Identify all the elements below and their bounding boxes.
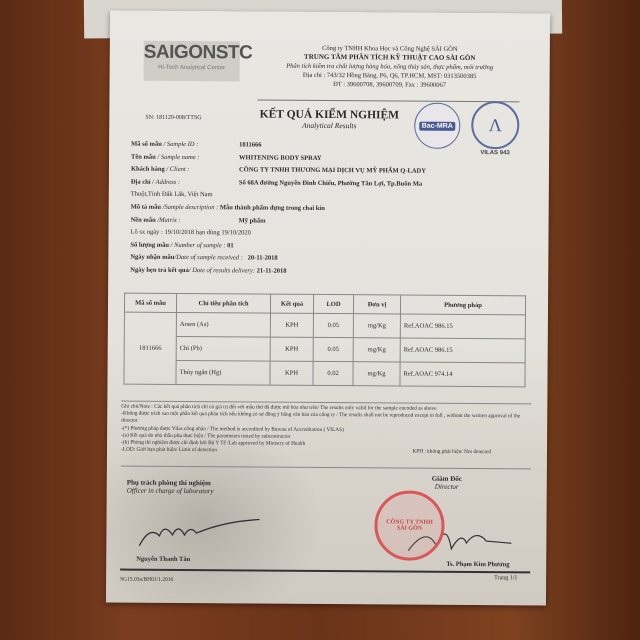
- label-en: /Date of sample received :: [174, 254, 243, 262]
- director-name: Ts. Phạm Kim Phương: [446, 560, 510, 569]
- letterhead: [260, 44, 520, 91]
- cell: 0.05: [313, 313, 353, 337]
- value: WHITENING BODY SPRAY: [239, 153, 322, 162]
- col-sample-id: Mã số mẫu: [124, 293, 176, 312]
- tagline: Phân tích kiểm tra chất lượng hàng hóa, nông thủy sản, thực phẩm, môi trường: [286, 62, 494, 72]
- lab-title-en: Officer in charge of laboratory: [126, 486, 214, 496]
- company-name: Công ty TNHH Khoa Học và Công Nghệ SÀI GÒN: [322, 44, 458, 53]
- lab-title: Phụ trách phòng thí nghiệm: [126, 478, 211, 488]
- label: Số lượng mẫu: [130, 241, 170, 249]
- label: Mã số mẫu: [131, 140, 162, 148]
- logo-subtitle: Hi-Tech Analytical Center: [158, 64, 226, 72]
- page-number: Trang 1/1: [494, 575, 518, 582]
- label: Khách hàng: [130, 165, 165, 174]
- kph-note: KPH : không phát hiện/ Not detected: [412, 448, 492, 456]
- title: KẾT QUẢ KIỂM NGHIỆM: [259, 108, 400, 122]
- cell: Ref.AOAC 974.14: [400, 362, 525, 387]
- document-page: [106, 10, 550, 605]
- document-title: [249, 108, 409, 130]
- cell: Ref.AOAC 986.15: [400, 314, 525, 339]
- center-name: TRUNG TÂM PHÂN TÍCH KỸ THUẬT CAO SÀI GÒN: [304, 52, 476, 63]
- stamp-text: CÔNG TY TNHH SÀI GÒN: [386, 519, 433, 532]
- field-delivery: [130, 265, 530, 280]
- subtitle: Analytical Results: [302, 120, 357, 131]
- label-en: / Sample ID :: [163, 140, 199, 149]
- phone: ĐT : 39600708, 39600709, Fax : 39600067: [333, 81, 447, 89]
- col-lod: LOD: [313, 294, 353, 313]
- note: -(a) Kết quả do nhà thầu phụ thực hiện / The parameters tested by subcontractor: [121, 432, 291, 440]
- sample-info: [130, 139, 531, 280]
- value: Số 68A đường Nguyễn Đình Chiểu, Phường Tân Lợi, Tp.Buôn Ma: [238, 179, 423, 188]
- note: Ghi chú/Note : Các kết quả phân tích chỉ có giá trị đối với mẫu thử đã được mô hóa như trên/ The results only valid for the sample encoded as above: [121, 403, 437, 412]
- label: Mô tả mẫu: [130, 203, 162, 211]
- lab-officer-name: Nguyễn Thanh Tân: [136, 555, 191, 564]
- note: -(b) Phòng thí nghiệm được chỉ định bởi Bộ Y Tế /Lab approved by Ministry of Health: [121, 439, 306, 447]
- director-block: [407, 475, 487, 492]
- cell: Arsen (As): [176, 312, 270, 337]
- cell: Thủy ngân (Hg): [176, 360, 270, 385]
- lab-signature: [134, 511, 264, 552]
- cell: Chì (Pb): [176, 336, 270, 361]
- note: -(*) Phương pháp được Vilas công nhận / The method is accredited by Bureau of Accreditation ( VILAS): [121, 425, 344, 433]
- value: 20-11-2018: [247, 254, 278, 262]
- cell: KPH: [270, 313, 313, 337]
- cell: KPH: [270, 361, 313, 385]
- label-en: / Number of sample :: [170, 241, 226, 250]
- label: Nền mẫu: [130, 216, 156, 224]
- label: Ngày nhận mẫu: [130, 253, 175, 262]
- label: Địa chỉ: [130, 178, 151, 186]
- notes: [121, 401, 531, 457]
- field-lot: Lô sx ngày : 19/10/2018 hạn dùng 19/10/2020: [130, 228, 251, 237]
- divider: [257, 100, 519, 103]
- divider: [121, 466, 531, 470]
- label: Ngày hẹn trả kết quả: [130, 266, 189, 274]
- label-en: / Client :: [166, 166, 190, 174]
- table-row: [124, 360, 525, 387]
- form-code: SG15.03a/BH01/1.2016: [120, 576, 174, 583]
- value: 21-11-2018: [256, 267, 287, 275]
- label-en: / Address :: [152, 178, 181, 186]
- cell: 0.05: [313, 337, 353, 361]
- col-unit: Đơn vị: [353, 295, 400, 314]
- label-en: / Sample name :: [157, 153, 200, 161]
- lod-note: -LOD: Giới hạn phát hiện/ Limit of detection: [120, 446, 217, 454]
- cell: KPH: [270, 337, 313, 361]
- director-title: Giám Đốc: [431, 474, 462, 483]
- badge-text: Bac-MRA: [420, 121, 455, 130]
- note-lod: [121, 447, 531, 457]
- note: -Không được trích sao một phần kết quả phân tích nếu không có sự đồng ý bằng văn bản của công ty / The results shall not be reproduced except in full , without the written approval of the director: [121, 410, 521, 425]
- results-table: [123, 293, 526, 388]
- value: 1811666: [239, 141, 262, 149]
- value: 01: [227, 242, 234, 250]
- table-row: [124, 336, 525, 363]
- table-row: [124, 312, 525, 339]
- director-title-en: Director: [434, 482, 459, 491]
- company-stamp: [374, 490, 444, 560]
- label: Tên mẫu: [131, 153, 156, 161]
- cell: Ref.AOAC 986.15: [400, 338, 525, 363]
- saigonstc-logo: [143, 41, 253, 82]
- cell: mg/Kg: [353, 314, 400, 338]
- address: Địa chỉ : 743/32 Hồng Bàng, P6, Q6, TP.HCM, MST: 0313500385: [302, 71, 477, 81]
- label-en: /Sample description :: [162, 203, 219, 212]
- lab-officer-block: [127, 479, 214, 496]
- footer-divider: [120, 569, 530, 574]
- serial-number: SN: 181120-008/TTSG: [145, 114, 202, 122]
- sample-id-cell: 1811666: [124, 312, 177, 384]
- cell: mg/Kg: [353, 362, 400, 386]
- col-result: Kết quả: [270, 294, 313, 313]
- label-en: / Date of results delivery:: [188, 266, 255, 275]
- address-continued: Thuột,Tỉnh Đắk Lắk, Việt Nam: [130, 190, 213, 199]
- value: Mẫu thành phẩm đựng trong chai kín: [219, 204, 325, 212]
- logo-text: SAIGONSTC: [143, 41, 253, 64]
- vilas-number: VILAS 943: [480, 150, 510, 157]
- value: Mỹ phẩm: [238, 216, 266, 225]
- vilas-seal-icon: Λ: [471, 101, 519, 149]
- col-parameter: Chỉ tiêu phân tích: [176, 293, 270, 313]
- cell: 0.02: [313, 361, 353, 385]
- cell: mg/Kg: [353, 338, 400, 362]
- label-en: /Matrix :: [157, 216, 181, 224]
- col-method: Phương pháp: [400, 295, 525, 315]
- value: CÔNG TY TNHH THƯƠNG MẠI DỊCH VỤ MỸ PHẨM Q-LADY: [238, 166, 426, 175]
